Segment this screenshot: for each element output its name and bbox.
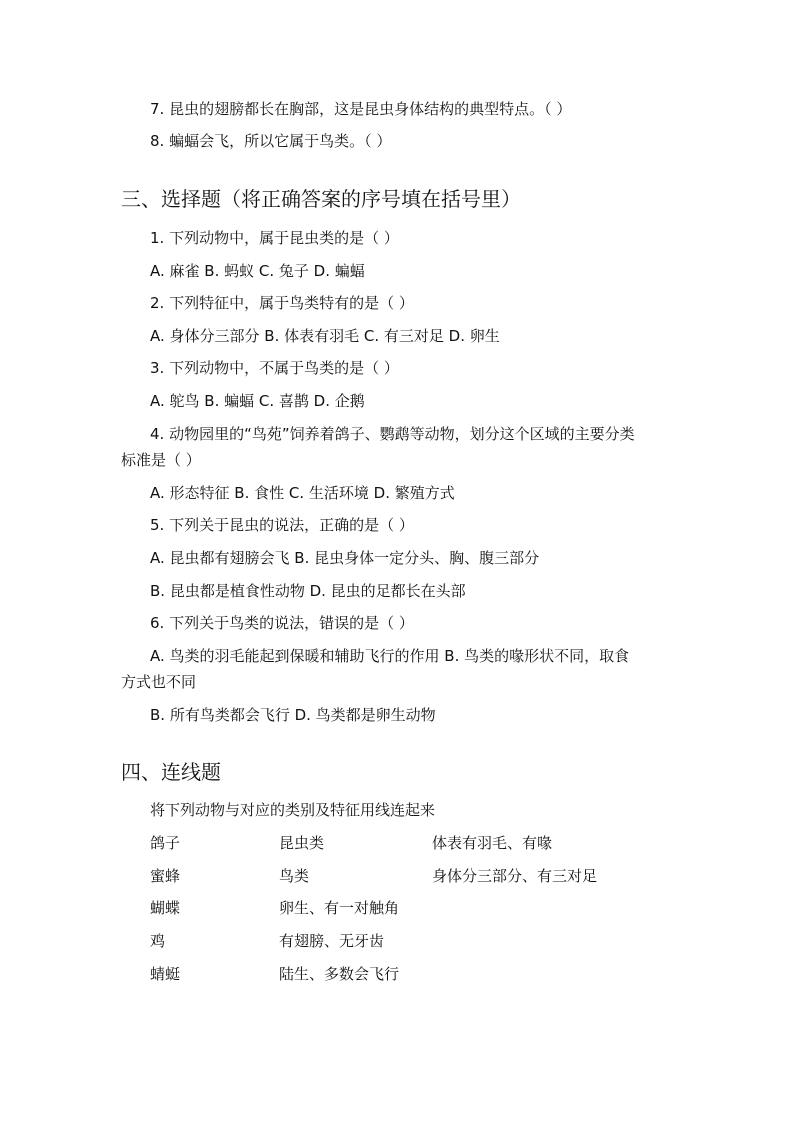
question-2-options: A. 身体分三部分 B. 体表有羽毛 C. 有三对足 D. 卵生: [150, 327, 500, 345]
question-5-options-row-1: A. 昆虫都有翅膀会飞 B. 昆虫身体一定分头、胸、腹三部分: [150, 549, 540, 567]
judge-item-8: 8. 蝙蝠会飞，所以它属于鸟类。（ ）: [150, 132, 392, 150]
matching-instruction: 将下列动物与对应的类别及特征用线连起来: [150, 801, 436, 819]
matching-category[interactable]: 有翅膀、无牙齿: [279, 932, 385, 950]
section-title-matching: 四、连线题: [121, 760, 221, 784]
question-1-options: A. 麻雀 B. 蚂蚁 C. 兔子 D. 蝙蝠: [150, 262, 365, 280]
question-6-options-continued: 方式也不同: [121, 673, 197, 691]
matching-feature[interactable]: 身体分三部分、有三对足: [432, 867, 598, 885]
matching-animal[interactable]: 蜜蜂: [150, 867, 181, 885]
question-3-options: A. 鸵鸟 B. 蝙蝠 C. 喜鹊 D. 企鹅: [150, 392, 365, 410]
question-6-options-row-2: B. 所有鸟类都会飞行 D. 鸟类都是卵生动物: [150, 706, 436, 724]
question-6-options-row-1: A. 鸟类的羽毛能起到保暖和辅助飞行的作用 B. 鸟类的喙形状不同，取食: [150, 647, 630, 665]
matching-category[interactable]: 卵生、有一对触角: [279, 899, 400, 917]
question-4-options: A. 形态特征 B. 食性 C. 生活环境 D. 繁殖方式: [150, 484, 455, 502]
matching-category[interactable]: 陆生、多数会飞行: [279, 965, 400, 983]
matching-category[interactable]: 昆虫类: [279, 834, 325, 852]
question-5-stem: 5. 下列关于昆虫的说法，正确的是（ ）: [150, 516, 414, 534]
matching-animal[interactable]: 蝴蝶: [150, 899, 181, 917]
matching-animal[interactable]: 鸡: [150, 932, 166, 950]
matching-animal[interactable]: 蜻蜓: [150, 965, 181, 983]
matching-animal[interactable]: 鸽子: [150, 834, 181, 852]
matching-feature[interactable]: 体表有羽毛、有喙: [432, 834, 553, 852]
matching-category[interactable]: 鸟类: [279, 867, 310, 885]
question-6-stem: 6. 下列关于鸟类的说法，错误的是（ ）: [150, 614, 414, 632]
question-3-stem: 3. 下列动物中，不属于鸟类的是（ ）: [150, 359, 399, 377]
question-5-options-row-2: B. 昆虫都是植食性动物 D. 昆虫的足都长在头部: [150, 582, 466, 600]
question-1-stem: 1. 下列动物中，属于昆虫类的是（ ）: [150, 229, 399, 247]
section-title-choice: 三、选择题（将正确答案的序号填在括号里）: [121, 187, 521, 211]
question-4-stem: 4. 动物园里的“鸟苑”饲养着鸽子、鹦鹉等动物，划分这个区域的主要分类: [150, 425, 635, 443]
judge-item-7: 7. 昆虫的翅膀都长在胸部，这是昆虫身体结构的典型特点。（ ）: [150, 100, 572, 118]
question-4-stem-continued: 标准是（ ）: [121, 451, 201, 469]
question-2-stem: 2. 下列特征中，属于鸟类特有的是（ ）: [150, 294, 414, 312]
